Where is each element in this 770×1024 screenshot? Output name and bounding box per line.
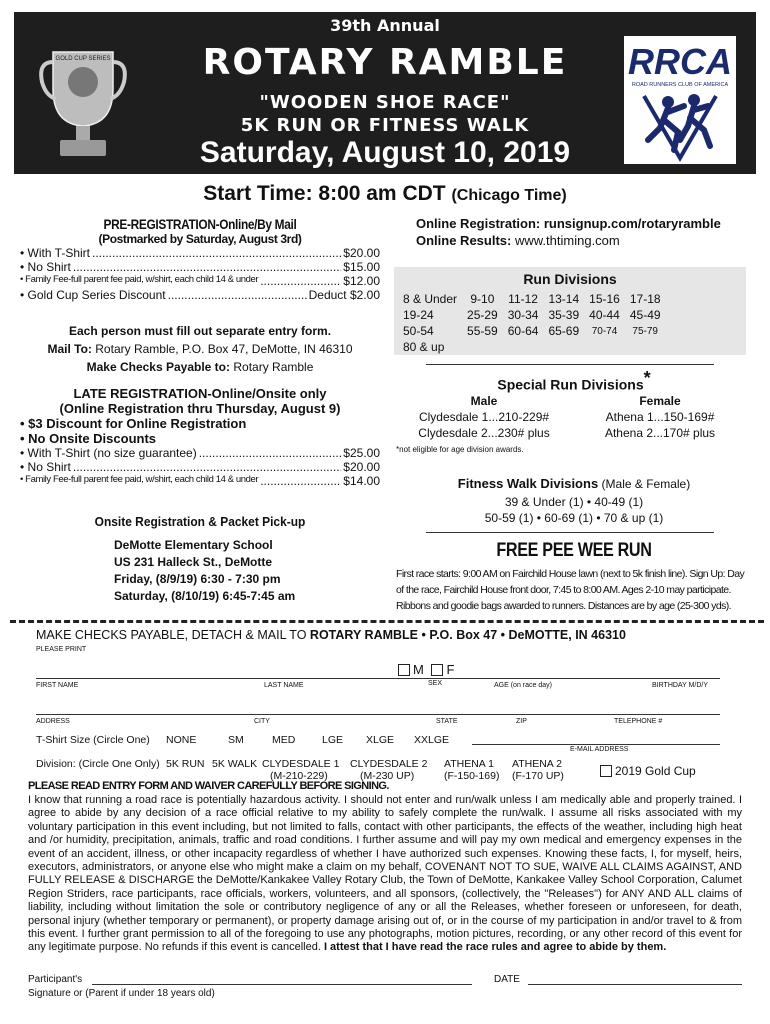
payable-label: Make Checks Payable to: <box>86 360 231 374</box>
female-checkbox[interactable] <box>431 664 443 676</box>
run-division-cell: 45-49 <box>629 308 661 322</box>
online-reg-label: Online Registration: <box>416 216 541 231</box>
division-weight-range: (M-230 UP) <box>360 770 415 782</box>
female-option: F <box>446 662 455 677</box>
dot-leader <box>199 446 342 460</box>
run-division-cell: 19-24 <box>403 308 434 322</box>
run-division-row <box>398 291 666 307</box>
run-division-cell: 55-59 <box>467 324 498 338</box>
date-line[interactable] <box>528 984 742 985</box>
info-column <box>396 216 752 248</box>
waiver-title: PLEASE READ ENTRY FORM AND WAIVER CAREFULLY BEFORE SIGNING. <box>28 780 389 792</box>
late-price-list <box>20 446 380 488</box>
signature-label-2: Signature or (Parent if under 18 years old) <box>28 988 215 999</box>
run-division-cell: 9-10 <box>470 292 495 306</box>
online-reg-link[interactable]: runsignup.com/rotaryramble <box>543 216 721 231</box>
name-line[interactable] <box>36 678 720 679</box>
run-division-cell: 11-12 <box>508 292 538 306</box>
detach-line <box>10 620 764 623</box>
price-row <box>20 246 380 260</box>
fitness-line-2: 50-59 (1) • 60-69 (1) • 70 & up (1) <box>484 511 664 525</box>
special-star: * <box>643 368 651 388</box>
rrca-logo-icon <box>624 36 736 164</box>
pee-wee-run <box>396 540 752 614</box>
address-line[interactable] <box>36 714 720 715</box>
onsite-line: Saturday, (8/10/19) 6:45-7:45 am <box>114 589 296 603</box>
date-label: DATE <box>494 974 520 985</box>
address-label: ADDRESS <box>36 718 70 725</box>
tshirt-row <box>36 734 150 746</box>
division-weight-range: (F-150-169) <box>444 770 500 782</box>
late-discount: • $3 Discount for Online Registration <box>20 416 247 431</box>
onsite-title: Onsite Registration & Packet Pick-up <box>94 514 306 529</box>
division-option[interactable]: ATHENA 2 <box>512 758 562 770</box>
birthday-label: BIRTHDAY M/D/Y <box>652 682 709 689</box>
dot-leader <box>260 474 341 488</box>
run-division-cell: 50-54 <box>403 324 434 338</box>
online-results-label: Online Results: <box>416 233 512 248</box>
run-division-row <box>398 339 666 355</box>
run-division-cell <box>543 339 584 355</box>
form-header <box>36 628 626 642</box>
late-title: LATE REGISTRATION-Online/Onsite only <box>73 386 327 401</box>
run-division-cell <box>503 339 544 355</box>
run-division-cell: 25-29 <box>467 308 498 322</box>
division-option[interactable]: CLYDESDALE 1 <box>262 758 340 770</box>
run-division-cell <box>462 339 503 355</box>
price-label: • Family Fee-full parent fee paid, w/shirt, each child 14 & under <box>20 474 259 485</box>
run-division-cell: 70-74 <box>591 325 618 337</box>
fitness-line-1: 39 & Under (1) • 40-49 (1) <box>504 495 644 509</box>
price-value: $25.00 <box>343 446 380 460</box>
price-value: Deduct $2.00 <box>308 288 380 302</box>
athena-1: Athena 1...150-169# <box>605 409 715 424</box>
dot-leader <box>73 460 341 474</box>
registration-column <box>20 216 380 605</box>
mail-to-label: Mail To: <box>47 342 92 356</box>
age-label: AGE (on race day) <box>494 682 552 689</box>
price-row <box>20 274 380 288</box>
rrca-letters: RRCA <box>628 41 732 82</box>
gold-cup-checkbox[interactable] <box>600 765 612 777</box>
special-title: Special Run Divisions <box>497 376 644 393</box>
fitness-title-note: (Male & Female) <box>601 477 691 491</box>
form-header-text: MAKE CHECKS PAYABLE, DETACH & MAIL TO <box>36 628 310 642</box>
special-note: *not eligible for age division awards. <box>396 444 524 454</box>
run-division-cell: 30-34 <box>507 308 539 322</box>
sex-label: SEX <box>428 680 443 687</box>
price-row <box>20 474 380 488</box>
dot-leader <box>92 246 341 260</box>
division-option[interactable]: CLYDESDALE 2 <box>350 758 428 770</box>
division-option[interactable]: ATHENA 1 <box>444 758 494 770</box>
price-value: $12.00 <box>343 274 380 288</box>
annual-label: 39th Annual <box>330 16 440 35</box>
sex-options <box>398 662 454 677</box>
run-division-cell: 8 & Under <box>403 292 458 306</box>
payable-to: Rotary Ramble <box>233 360 314 374</box>
prereg-title: PRE-REGISTRATION-Online/By Mail <box>103 216 297 232</box>
price-row <box>20 260 380 274</box>
dot-leader <box>260 274 341 288</box>
onsite-line: Friday, (8/9/19) 6:30 - 7:30 pm <box>114 572 281 586</box>
waiver-body: I know that running a road race is potentially hazardous activity. I should not enter and run/walk unless I am medically able and properly trained. I agree to abide by any decision of a race official relative to my ability to safely complete the run/walk. I assume all risks associated with my voluntary participation in this event including, but not limited to falls, contact with other participants, the effects of the weather, including high heat and /or humidity, precipitation, animals, traffic and road conditions. I further assume and will pay my own medical and emergency expenses in the event of an accident, illness, or other incapacity regardless of whether I have authorized such expenses. Knowing these facts, I, for myself, heirs, executors, administrators, or anyone else who might make a claim on my behalf, COVENANT NOT TO SUE, WAIVE ALL CLAIMS AGAINST, AND FULLY RELEASE & DISCHARGE the DeMotte/Kankakee Valley Rotary Club, the Town of DeMotte, Kankakee Valley School Corporation, Calumet Region Striders, race participants, race officials, workers, volunteers, and all sponsors, (collectively, the "Releases") for ANY AND ALL claims of liability, including without limitation the sole or contributory negligence of any or all the Releases, whether foreseen or unforeseen, for death, personal injury (whether temporary or permanent), or property damage arising out of, or in the course of my participation in and/or travel to & from this event. I further grant permission to all of the foregoing to use any photographs, motion pictures, recording, or any other record of this event for any legitimate purpose. No refunds if this event is cancelled. <box>28 794 742 954</box>
price-row <box>20 460 380 474</box>
gold-cup-label: 2019 Gold Cup <box>615 764 696 778</box>
price-label: • Family Fee-full parent fee paid, w/shirt, each child 14 & under <box>20 274 259 285</box>
onsite-line: DeMotte Elementary School <box>114 538 273 552</box>
last-name-label: LAST NAME <box>264 682 304 689</box>
clydesdale-1: Clydesdale 1...210-229# <box>418 409 550 424</box>
special-divisions <box>396 368 752 454</box>
price-label: • Gold Cup Series Discount <box>20 288 166 302</box>
dot-leader <box>73 260 341 274</box>
gold-cup-trophy-icon <box>38 44 128 164</box>
event-subtitle: "WOODEN SHOE RACE" <box>259 92 511 113</box>
price-value: $15.00 <box>343 260 380 274</box>
run-divisions-box <box>394 267 746 355</box>
telephone-label: TELEPHONE # <box>614 718 663 725</box>
start-time <box>0 182 770 206</box>
dot-leader <box>168 288 307 302</box>
state-label: STATE <box>436 718 458 725</box>
event-type: 5K RUN OR FITNESS WALK <box>240 115 530 136</box>
zip-label: ZIP <box>516 718 527 725</box>
run-divisions-table <box>398 291 666 355</box>
clydesdale-2: Clydesdale 2...230# plus <box>418 425 550 440</box>
start-time-main: Start Time: 8:00 am CDT <box>203 182 446 205</box>
division-weight-range: (F-170 UP) <box>512 770 564 782</box>
late-online: (Online Registration thru Thursday, August 9) <box>59 401 341 416</box>
run-division-cell: 65-69 <box>548 324 580 338</box>
division-option[interactable]: 5K RUN <box>166 758 205 770</box>
run-division-cell <box>625 339 666 355</box>
peewee-text: First race starts: 9:00 AM on Fairchild House lawn (next to 5k finish line). Sign Up: Day of the race, Fairchild House front door, 7:45 to 8:00 AM. Ages 2-10 may participate. Ribbons and goodie bags awarded to runners. Distances are by age (25-300 yds). <box>396 568 745 612</box>
waiver-attest: I attest that I have read the race rules and agree to abide by them. <box>323 941 667 954</box>
price-label: • With T-Shirt <box>20 246 90 260</box>
event-title: ROTARY RAMBLE <box>202 42 568 83</box>
male-checkbox[interactable] <box>398 664 410 676</box>
tshirt-size-option[interactable]: XXLGE <box>414 734 450 746</box>
fitness-walk <box>396 476 752 525</box>
online-results-link[interactable]: www.thtiming.com <box>514 233 620 248</box>
run-division-cell <box>584 339 625 355</box>
division-label: Division: (Circle One Only) <box>36 758 160 770</box>
price-row <box>20 288 380 302</box>
event-date: Saturday, August 10, 2019 <box>199 136 571 169</box>
run-division-cell: 17-18 <box>629 292 661 306</box>
email-label: E-MAIL ADDRESS <box>570 746 629 753</box>
tshirt-size-option[interactable]: SM <box>228 734 244 746</box>
price-label: • No Shirt <box>20 260 71 274</box>
run-division-cell: 40-44 <box>589 308 620 322</box>
tshirt-size-option[interactable]: XLGE <box>366 734 395 746</box>
division-option[interactable]: 5K WALK <box>212 758 258 770</box>
first-name-label: FIRST NAME <box>36 682 79 689</box>
run-division-cell: 60-64 <box>507 324 539 338</box>
peewee-title: FREE PEE WEE RUN <box>496 540 652 561</box>
signature-line[interactable] <box>92 984 472 985</box>
run-division-cell: 15-16 <box>589 292 620 306</box>
header-banner <box>14 12 756 174</box>
price-row <box>20 446 380 460</box>
tshirt-size-option[interactable]: MED <box>272 734 296 746</box>
price-label: • No Shirt <box>20 460 71 474</box>
tshirt-size-option[interactable]: LGE <box>322 734 344 746</box>
price-value: $20.00 <box>343 246 380 260</box>
signature-label-1: Participant's <box>28 974 83 985</box>
form-header-address: ROTARY RAMBLE • P.O. Box 47 • DeMOTTE, IN 46310 <box>309 628 626 642</box>
mail-to-address: Rotary Ramble, P.O. Box 47, DeMotte, IN 46310 <box>95 342 353 356</box>
price-value: $14.00 <box>343 474 380 488</box>
run-division-cell: 35-39 <box>548 308 580 322</box>
late-no-onsite: • No Onsite Discounts <box>20 431 157 446</box>
city-label: CITY <box>254 718 270 725</box>
cup-label: GOLD CUP SERIES <box>55 56 111 62</box>
fitness-title: Fitness Walk Divisions <box>457 476 599 491</box>
division-weight-range: (M-210-229) <box>270 770 328 782</box>
male-label: Male <box>470 393 498 408</box>
price-value: $20.00 <box>343 460 380 474</box>
please-print: PLEASE PRINT <box>36 646 87 653</box>
email-line[interactable] <box>472 744 720 745</box>
tshirt-size-option[interactable]: NONE <box>166 734 197 746</box>
run-division-row <box>398 323 666 339</box>
athena-2: Athena 2...170# plus <box>604 425 716 440</box>
divider <box>426 364 714 365</box>
each-person-note: Each person must fill out separate entry form. <box>68 324 332 338</box>
prereg-price-list <box>20 246 380 302</box>
female-label: Female <box>639 393 681 408</box>
run-division-cell: 80 & up <box>403 340 445 354</box>
run-division-cell: 75-79 <box>632 325 658 337</box>
run-division-row <box>398 307 666 323</box>
male-option: M <box>413 662 424 677</box>
divider <box>426 532 714 533</box>
waiver-text <box>28 794 742 955</box>
run-divisions-title: Run Divisions <box>523 271 617 287</box>
prereg-postmark: (Postmarked by Saturday, August 3rd) <box>98 232 302 246</box>
start-time-note: (Chicago Time) <box>451 187 567 204</box>
rrca-subtitle: ROAD RUNNERS CLUB OF AMERICA <box>631 82 729 88</box>
onsite-line: US 231 Halleck St., DeMotte <box>114 555 273 569</box>
price-label: • With T-Shirt (no size guarantee) <box>20 446 197 460</box>
gold-cup-option <box>600 764 696 778</box>
tshirt-label: T-Shirt Size (Circle One) <box>36 734 150 746</box>
run-division-cell: 13-14 <box>548 292 580 306</box>
